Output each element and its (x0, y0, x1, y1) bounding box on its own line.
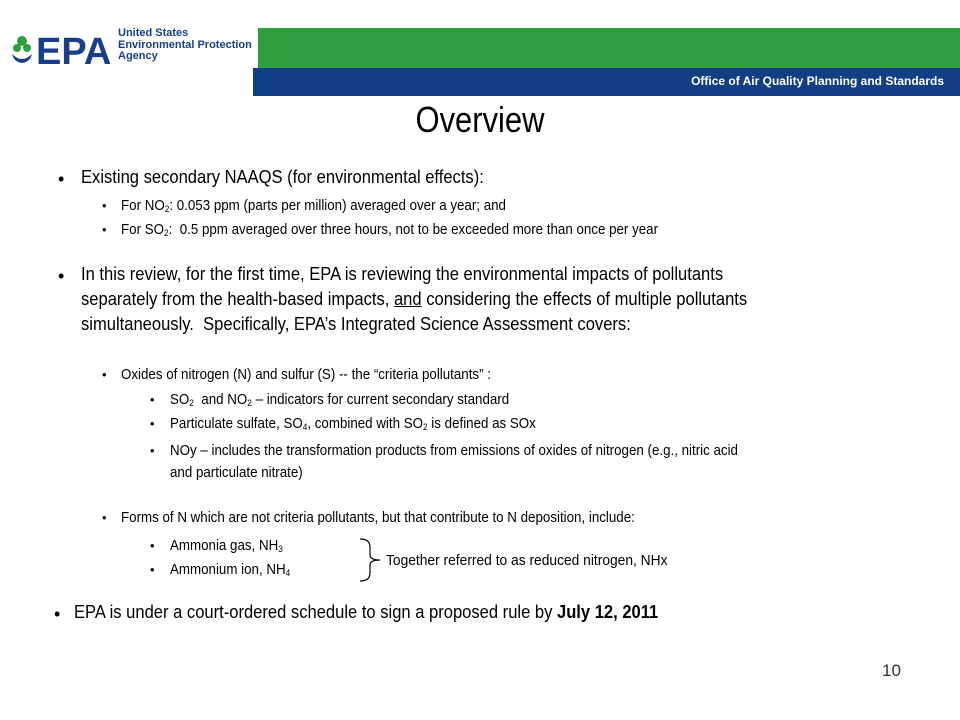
bullet-text-level-2: Forms of N which are not criteria pollutants, but that contribute to N deposition, include: (121, 510, 635, 526)
bullet-text-level-3: Ammonium ion, $NH_4$ (170, 562, 291, 579)
bullet-text-level-1: Existing secondary NAAQS (for environmental effects): (81, 167, 484, 187)
bullet-text-level-1: EPA is under a court-ordered schedule to sign a proposed rule by July 12, 2011 (74, 602, 659, 622)
bullet-marker-icon: • (54, 604, 61, 624)
agency-line-1: United States (118, 27, 189, 39)
bullet-text-level-2: For $NO_2$: 0.053 ppm (parts per million) averaged over a year; and (121, 198, 506, 215)
right-brace-icon (358, 537, 388, 583)
bullet-marker-icon: • (150, 416, 155, 431)
bullet-text-level-3: Particulate sulfate, $SO_4$, combined with $SO_2$ is defined as SOx (170, 416, 536, 433)
reduced-nitrogen-label: Together referred to as reduced nitrogen, NHx (386, 552, 668, 569)
bullet-marker-icon: • (150, 392, 155, 407)
bullet-marker-icon: • (58, 266, 65, 286)
bullet-text-level-1: In this review, for the first time, EPA is reviewing the environmental impacts of pollutants separately from the health-based impacts, and considering the effects of multiple pollutants simultaneously. Specifically, EPA’s Integrated Science Assessment covers: (81, 264, 748, 334)
logo-text: EPA (36, 31, 112, 70)
bullet-marker-icon: • (150, 538, 155, 553)
agency-line-2: Environmental Protection (118, 38, 252, 51)
bullet-marker-icon: • (58, 169, 65, 189)
office-name: Office of Air Quality Planning and Standards (691, 74, 944, 88)
agency-line-3: Agency (118, 50, 158, 62)
bullet-marker-icon: • (102, 367, 107, 382)
bullet-marker-icon: • (150, 443, 155, 458)
bullet-text-level-2: Oxides of nitrogen (N) and sulfur (S) -- the “criteria pollutants” : (121, 367, 491, 383)
bullet-text-level-3: NOy – includes the transformation products from emissions of oxides of nitrogen (e.g., nitric acid and particulate nitrate) (170, 443, 738, 481)
bullet-marker-icon: • (102, 198, 107, 213)
bullet-marker-icon: • (102, 510, 107, 525)
slide-title: Overview (415, 99, 545, 140)
bullet-marker-icon: • (102, 222, 107, 237)
bullet-text-level-3: $SO_2$ and $NO_2$ – indicators for current secondary standard (170, 392, 510, 409)
bullet-text-level-2: For $SO_2$: 0.5 ppm averaged over three hours, not to be exceeded more than once per year (121, 222, 659, 239)
bullet-marker-icon: • (150, 562, 155, 577)
page-number: 10 (882, 661, 901, 680)
bullet-text-level-3: Ammonia gas, $NH_3$ (170, 538, 283, 555)
